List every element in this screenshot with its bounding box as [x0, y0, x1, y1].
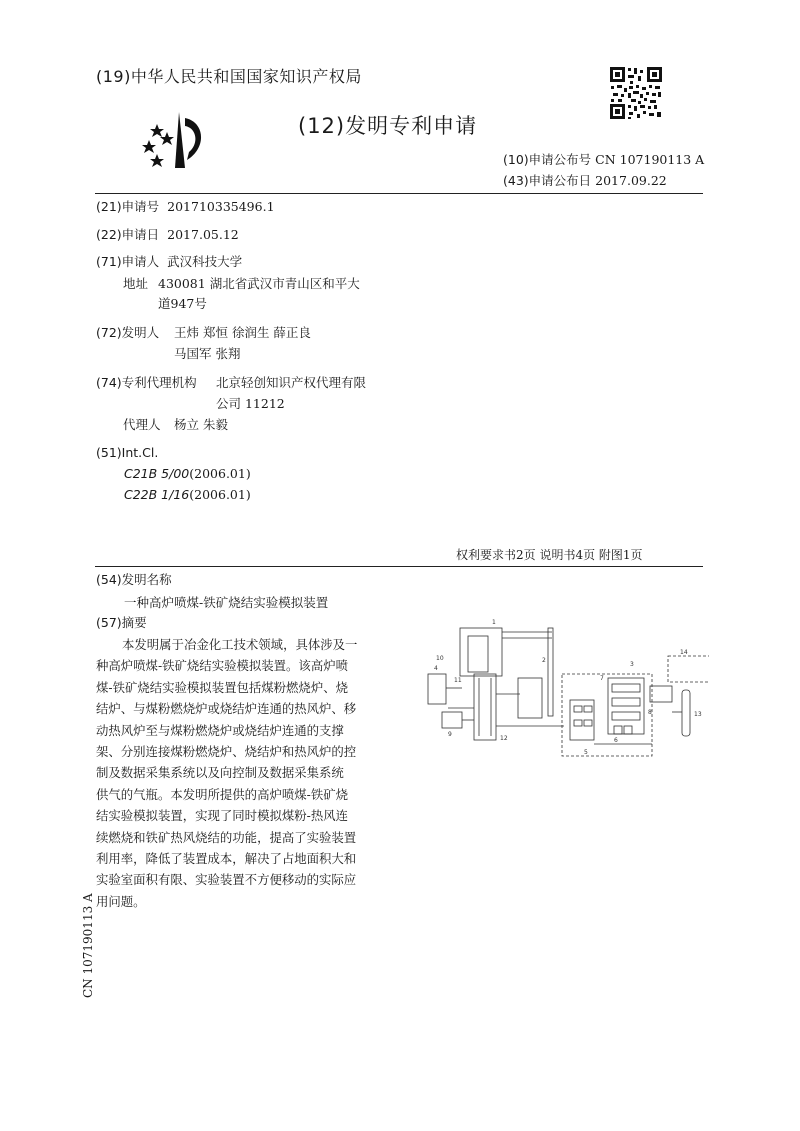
agency-line-2: 公司 11212 — [216, 396, 285, 411]
abstract-line: 架、分别连接煤粉燃烧炉、烧结炉和热风炉的控 — [96, 744, 357, 760]
publication-number-value: CN 107190113 A — [595, 152, 705, 167]
figure-part-hot-air-stove — [518, 678, 542, 718]
figure-label: 3 — [630, 661, 634, 668]
abstract-line: 供气的气瓶。本发明所提供的高炉喷煤-铁矿烧 — [96, 786, 348, 802]
abstract-line: 续燃烧和铁矿热风烧结的功能，提高了实验装置 — [96, 829, 357, 845]
invention-title: 一种高炉喷煤-铁矿烧结实验模拟装置 — [124, 595, 329, 610]
side-publication-number: CN 107190113 A — [81, 893, 95, 998]
document-type: (12)发明专利申请 — [298, 114, 478, 138]
header-divider — [95, 193, 703, 194]
abstract-text — [96, 634, 414, 912]
publication-date — [503, 171, 667, 191]
figure-part-gas-cylinder — [428, 674, 446, 704]
application-number-value: 201710335496.1 — [167, 199, 275, 214]
agency-line-1: 北京轻创知识产权代理有限 — [216, 375, 367, 390]
figure-label: 14 — [680, 649, 688, 656]
body-divider — [95, 566, 703, 567]
abstract-line: 本发明属于冶金化工技术领域，具体涉及一 — [122, 637, 358, 652]
agent-label: 代理人 — [123, 417, 161, 432]
figure-label: 5 — [584, 749, 588, 756]
figure-label: 10 — [436, 655, 444, 662]
abstract-line: 制及数据采集系统以及向控制及数据采集系统 — [96, 765, 344, 781]
inventors-line-1: 王炜 郑恒 徐润生 薛正良 — [174, 325, 311, 340]
ipc-class-2 — [124, 485, 251, 505]
abstract-line: 实验室面积有限、实验装置不方便移动的实际应 — [96, 872, 357, 888]
figure-part-coal-furnace — [460, 628, 502, 676]
office-logo-icon — [135, 104, 215, 176]
abstract-line: 结实验模拟装置，实现了同时模拟煤粉-热风连 — [96, 808, 348, 824]
figure-label: 11 — [454, 677, 462, 684]
figure-part-support-frame — [548, 628, 553, 716]
abstract-line: 用问题。 — [96, 893, 146, 909]
ipc-class-2-code: C22B 1/16 — [124, 487, 190, 502]
application-number — [96, 197, 275, 217]
abstract-line: 利用率，降低了装置成本，解决了占地面积大和 — [96, 851, 357, 867]
applicant-value: 武汉科技大学 — [167, 254, 243, 269]
figure-label: 2 — [542, 657, 546, 664]
figure-label: 12 — [500, 735, 508, 742]
figure-label: 4 — [434, 665, 438, 672]
ipc-class-2-date: (2006.01) — [189, 487, 251, 502]
applicant — [96, 252, 242, 272]
abstract-line: 煤-铁矿烧结实验模拟装置包括煤粉燃烧炉、烧 — [96, 679, 348, 695]
application-date-label: (22)申请日 — [96, 227, 160, 242]
inventors-label: (72)发明人 — [96, 325, 160, 340]
figure-part-sinter-furnace — [474, 674, 496, 740]
address-label: 地址 — [123, 276, 149, 291]
invention-title-label: (54)发明名称 — [96, 572, 172, 587]
figure-label: 8 — [648, 709, 652, 716]
figure-label: 1 — [492, 619, 496, 626]
figure-label: 13 — [694, 711, 702, 718]
abstract-line: 动热风炉至与煤粉燃烧炉或烧结炉连通的支撑 — [96, 722, 344, 738]
ipc-class-1-date: (2006.01) — [189, 466, 251, 481]
figure-label: 6 — [614, 737, 618, 744]
figure-label: 7 — [600, 675, 604, 682]
figure-part-gas-bottle — [682, 690, 690, 736]
publication-date-label: (43)申请公布日 — [503, 173, 592, 188]
publication-number — [503, 150, 704, 170]
qr-code-icon — [609, 66, 663, 120]
application-date-value: 2017.05.12 — [167, 227, 239, 242]
abstract-line: 结炉、与煤粉燃烧炉或烧结炉连通的热风炉、移 — [96, 701, 357, 717]
ipc-class-1 — [124, 464, 251, 484]
figure-part-blower — [442, 712, 462, 728]
publication-date-value: 2017.09.22 — [595, 173, 667, 188]
inventors-line-2: 马国军 张翔 — [174, 346, 241, 361]
int-cl-label: (51)Int.Cl. — [96, 445, 159, 460]
application-number-label: (21)申请号 — [96, 199, 160, 214]
page-counts: 权利要求书2页 说明书4页 附图1页 — [456, 548, 643, 562]
publication-number-label: (10)申请公布号 — [503, 152, 592, 167]
abstract-line: 种高炉喷煤-铁矿烧结实验模拟装置。该高炉喷 — [96, 658, 348, 674]
address-line-2: 道947号 — [158, 296, 207, 311]
figure-label: 9 — [448, 731, 452, 738]
office-name: (19)中华人民共和国国家知识产权局 — [96, 67, 362, 86]
agent-value: 杨立 朱毅 — [174, 417, 228, 432]
application-date — [96, 225, 239, 245]
address-line-1: 430081 湖北省武汉市青山区和平大 — [158, 276, 360, 291]
applicant-label: (71)申请人 — [96, 254, 160, 269]
ipc-class-1-code: C21B 5/00 — [124, 466, 190, 481]
agency-label: (74)专利代理机构 — [96, 375, 197, 390]
apparatus-figure — [424, 616, 709, 761]
abstract-label: (57)摘要 — [96, 615, 147, 630]
